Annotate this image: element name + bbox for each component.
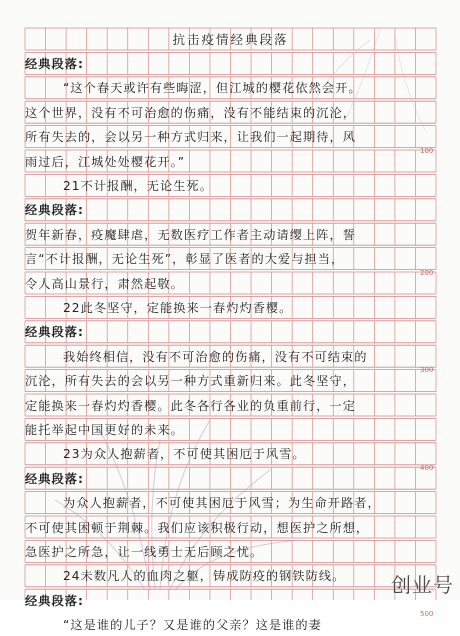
margin-number: 500 [420, 610, 434, 619]
margin-number: 200 [420, 268, 434, 277]
essay-line: 贺年新春，疫魔肆虐，无数医疗工作者主动请缨上阵，誓 [25, 227, 356, 242]
essay-line: 定能换来一春灼灼香樱。此冬各行各业的负重前行，一定 [25, 398, 356, 413]
essay-line: 急医护之所急，让一线勇士无后顾之忧。 [25, 544, 264, 559]
essay-line: 雨过后，江城处处樱花开。” [25, 154, 186, 169]
essay-line: 21不计报酬，无论生死。 [63, 178, 213, 193]
essay-line: 我始终相信，没有不可治愈的伤痛，没有不可结束的 [63, 349, 368, 364]
essay-line: 所有失去的，会以另一种方式归来，让我们一起期待，风 [25, 130, 356, 145]
margin-number: 300 [420, 366, 434, 375]
essay-line: 沉沦，所有失去的会以另一种方式重新归来。此冬坚守， [25, 374, 356, 389]
essay-line: 为众人抱薪者，不可使其困厄于风雪；为生命开路者， [63, 496, 381, 511]
essay-line: 能托举起中国更好的未来。 [25, 422, 184, 437]
essay-line: “这个春天或许有些晦涩，但江城的樱花依然会开。 [63, 81, 362, 96]
essay-line: 经典段落: [25, 56, 84, 71]
essay-line: 这个世界，没有不可治愈的伤痛，没有不能结束的沉沦， [25, 105, 356, 120]
essay-line: 经典段落: [25, 593, 84, 608]
essay-line: 言“不计报酬，无论生死”，彰显了医者的大爱与担当， [25, 252, 345, 267]
essay-line: 经典段落: [25, 471, 84, 486]
essay-line: 令人高山景行，肃然起敬。 [25, 276, 184, 291]
margin-number: 400 [420, 463, 434, 472]
document-title: 抗击疫情经典段落 [172, 32, 289, 47]
essay-line: 经典段落: [25, 325, 84, 340]
essay-line: 经典段落: [25, 203, 84, 218]
essay-line: “这是谁的儿子？又是谁的父亲？这是谁的妻 [63, 618, 322, 633]
watermark-label: 创业号 [391, 573, 454, 597]
essay-line: 22此冬坚守，定能换来一春灼灼香樱。 [63, 300, 293, 315]
essay-line: 23为众人抱薪者，不可使其困厄于风雪。 [63, 447, 306, 462]
essay-line: 24未数凡人的血肉之躯，铸成防疫的钢铁防线。 [63, 569, 346, 584]
margin-number: 100 [420, 146, 434, 155]
essay-line: 不可使其困顿于荆棘。我们应该积极行动，想医护之所想， [25, 520, 370, 535]
